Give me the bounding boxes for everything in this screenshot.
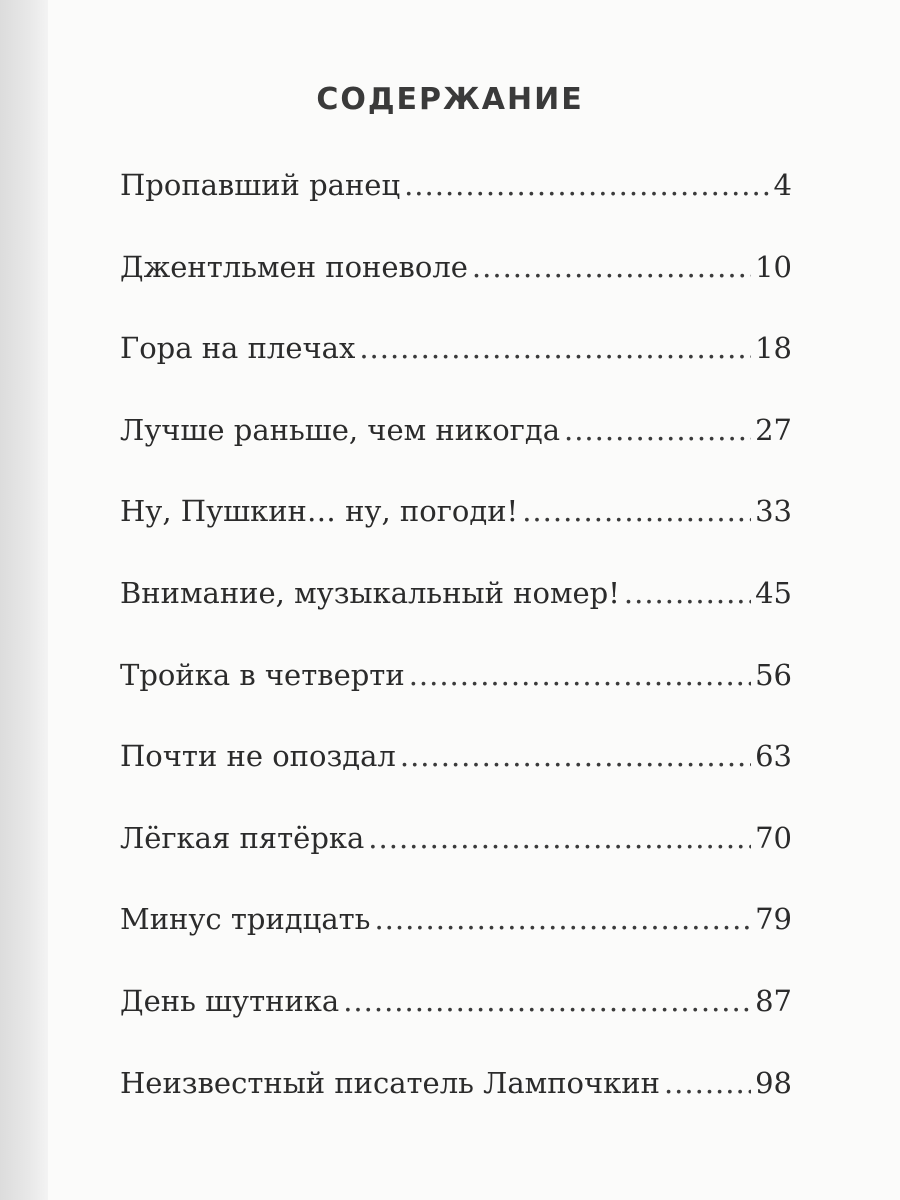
toc-entry-page: 98 [755, 1065, 792, 1100]
toc-entry-page: 87 [755, 983, 792, 1018]
toc-entry-title: День шутника [120, 983, 340, 1018]
contents-heading: СОДЕРЖАНИЕ [316, 82, 584, 117]
toc-entry-page: 63 [755, 739, 792, 774]
toc-entry[interactable] [120, 413, 792, 495]
toc-entry[interactable] [120, 902, 792, 984]
toc-entry[interactable] [120, 821, 792, 903]
toc-entry[interactable] [120, 739, 792, 821]
toc-entry-page: 33 [755, 494, 792, 529]
toc-leader-dots [343, 984, 751, 1018]
toc-entry-title: Джентльмен поневоле [120, 249, 468, 284]
toc-entry-title: Ну, Пушкин… ну, погоди! [120, 494, 519, 529]
table-of-contents [120, 168, 792, 1147]
toc-entry[interactable] [120, 494, 792, 576]
toc-leader-dots [374, 902, 751, 936]
toc-entry-page: 56 [755, 657, 792, 692]
toc-entry-page: 18 [755, 331, 792, 366]
toc-entry[interactable] [120, 658, 792, 740]
toc-entry-title: Тройка в четверти [120, 657, 405, 692]
toc-leader-dots [522, 494, 751, 528]
toc-leader-dots [404, 168, 769, 202]
toc-leader-dots [624, 576, 751, 610]
toc-entry[interactable] [120, 331, 792, 413]
toc-entry-title: Почти не опоздал [120, 739, 396, 774]
toc-leader-dots [400, 739, 751, 773]
toc-entry-page: 4 [773, 168, 792, 202]
toc-leader-dots [368, 821, 751, 855]
toc-entry[interactable] [120, 576, 792, 658]
toc-entry[interactable] [120, 250, 792, 332]
toc-leader-dots [472, 250, 751, 284]
toc-leader-dots [359, 331, 751, 365]
toc-entry[interactable] [120, 1066, 792, 1148]
toc-entry-page: 27 [755, 412, 792, 447]
toc-leader-dots [409, 658, 751, 692]
toc-entry-title: Внимание, музыкальный номер! [120, 575, 620, 610]
toc-entry[interactable] [120, 168, 792, 250]
page-shadow-edge [0, 0, 48, 1200]
toc-entry-title: Пропавший ранец [120, 168, 401, 202]
toc-entry-page: 45 [755, 575, 792, 610]
toc-entry-page: 10 [755, 249, 792, 284]
toc-leader-dots [664, 1066, 751, 1100]
toc-entry-title: Неизвестный писатель Лампочкин [120, 1065, 660, 1100]
toc-entry-title: Лучше раньше, чем никогда [120, 412, 560, 447]
toc-entry-page: 70 [755, 820, 792, 855]
toc-entry-title: Минус тридцать [120, 902, 371, 937]
toc-entry[interactable] [120, 984, 792, 1066]
toc-entry-title: Лёгкая пятёрка [120, 820, 365, 855]
toc-entry-page: 79 [755, 902, 792, 937]
toc-entry-title: Гора на плечах [120, 331, 356, 366]
toc-leader-dots [564, 413, 751, 447]
